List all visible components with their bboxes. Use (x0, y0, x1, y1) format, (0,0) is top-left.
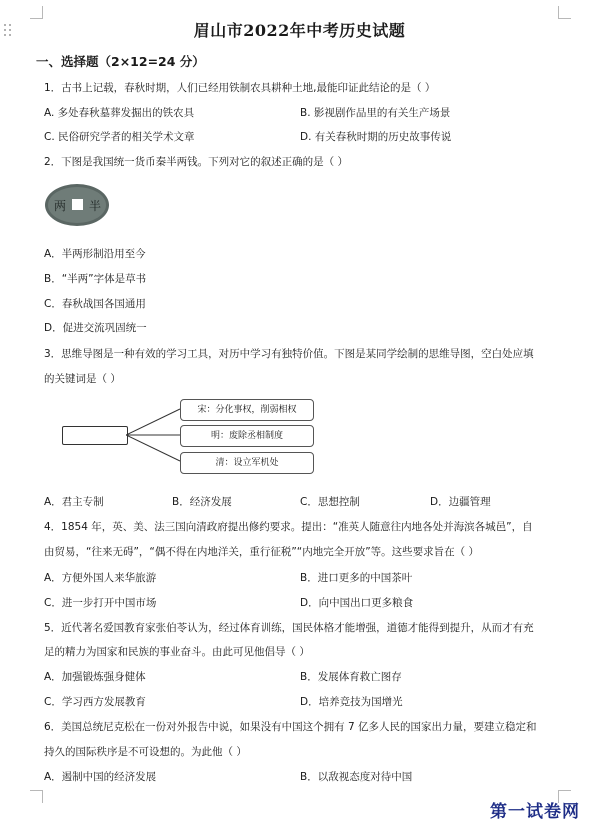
watermark-logo: 第一试卷网 (490, 802, 580, 822)
question-3-option-c: C．思想控制 (300, 496, 360, 508)
question-4-stem-line-1: 4．1854 年，英、美、法三国向清政府提出修约要求。提出：“准英人随意往内地各处并海滨各城邑”，自 (44, 521, 533, 533)
mind-map-blank-box (62, 426, 128, 445)
question-3-option-a: A．君主专制 (44, 496, 104, 508)
question-2-option-a: A．半两形制沿用至今 (44, 248, 146, 260)
question-4-option-b: B．进口更多的中国茶叶 (300, 572, 413, 584)
mind-map-box-qing: 清：设立军机处 (180, 452, 314, 474)
question-4-option-a: A．方便外国人来华旅游 (44, 572, 157, 584)
question-1-stem: 1．古书上记载，春秋时期，人们已经用铁制农具耕种土地,最能印证此结论的是（ ） (44, 82, 436, 94)
question-1-option-b: B. 影视剧作品里的有关生产场景 (300, 107, 451, 119)
page-title: 眉山市2022年中考历史试题 (193, 21, 406, 40)
question-4-option-d: D．向中国出口更多粮食 (300, 597, 414, 609)
question-2-stem: 2．下图是我国统一货币秦半两钱。下列对它的叙述正确的是（ ） (44, 156, 349, 168)
crop-mark-bottom-left (30, 790, 43, 803)
mind-map-box-song: 宋：分化事权，削弱相权 (180, 399, 314, 421)
question-6-option-a: A．遏制中国的经济发展 (44, 771, 157, 783)
question-6-stem-line-2: 持久的国际秩序是不可设想的。为此他（ ） (44, 746, 247, 758)
question-5-option-b: B．发展体育救亡图存 (300, 671, 402, 683)
question-1-option-a: A. 多处春秋墓葬发掘出的铁农具 (44, 107, 195, 119)
mind-map-connectors (126, 405, 182, 465)
question-4-option-c: C．进一步打开中国市场 (44, 597, 157, 609)
question-5-option-c: C．学习西方发展教育 (44, 696, 146, 708)
mind-map-box-ming: 明：废除丞相制度 (180, 425, 314, 447)
question-1-option-d: D. 有关春秋时期的历史故事传说 (300, 131, 452, 143)
svg-text:半: 半 (88, 199, 102, 213)
question-5-stem-line-2: 足的精力为国家和民族的事业奋斗。由此可见他倡导（ ） (44, 646, 310, 658)
svg-text:两: 两 (53, 199, 67, 213)
question-6-option-b: B．以敌视态度对待中国 (300, 771, 413, 783)
question-3-option-d: D．边疆管理 (430, 496, 491, 508)
question-3-stem-line-2: 的关键词是（ ） (44, 373, 121, 385)
section-heading: 一、选择题（2×12=24 分） (36, 54, 205, 69)
question-4-stem-line-2: 由贸易，“往来无碍”，“偶不得在内地洋关，重行征税”“内地完全开放”等。这些要求旨在（ ） (44, 546, 479, 558)
question-5-stem-line-1: 5．近代著名爱国教育家张伯苓认为，经过体育训练，国民体格才能增强，道德才能得到提升，从而才有充 (44, 622, 534, 634)
question-5-option-a: A．加强锻炼强身健体 (44, 671, 146, 683)
question-2-option-c: C．春秋战国各国通用 (44, 298, 146, 310)
question-2-option-d: D．促进交流巩固统一 (44, 322, 147, 334)
question-5-option-d: D．培养竞技为国增光 (300, 696, 403, 708)
question-3-option-b: B．经济发展 (172, 496, 232, 508)
question-6-stem-line-1: 6．美国总统尼克松在一份对外报告中说，如果没有中国这个拥有 7 亿多人民的国家出力量，要建立稳定和 (44, 721, 537, 733)
ban-liang-coin-image (44, 183, 110, 227)
question-1-option-c: C. 民俗研究学者的相关学术文章 (44, 131, 195, 143)
question-3-stem-line-1: 3．思维导图是一种有效的学习工具，对历中学习有独特价值。下图是某同学绘制的思维导图，空白处应填 (44, 348, 534, 360)
question-2-option-b: B．“半两”字体是草书 (44, 273, 147, 285)
